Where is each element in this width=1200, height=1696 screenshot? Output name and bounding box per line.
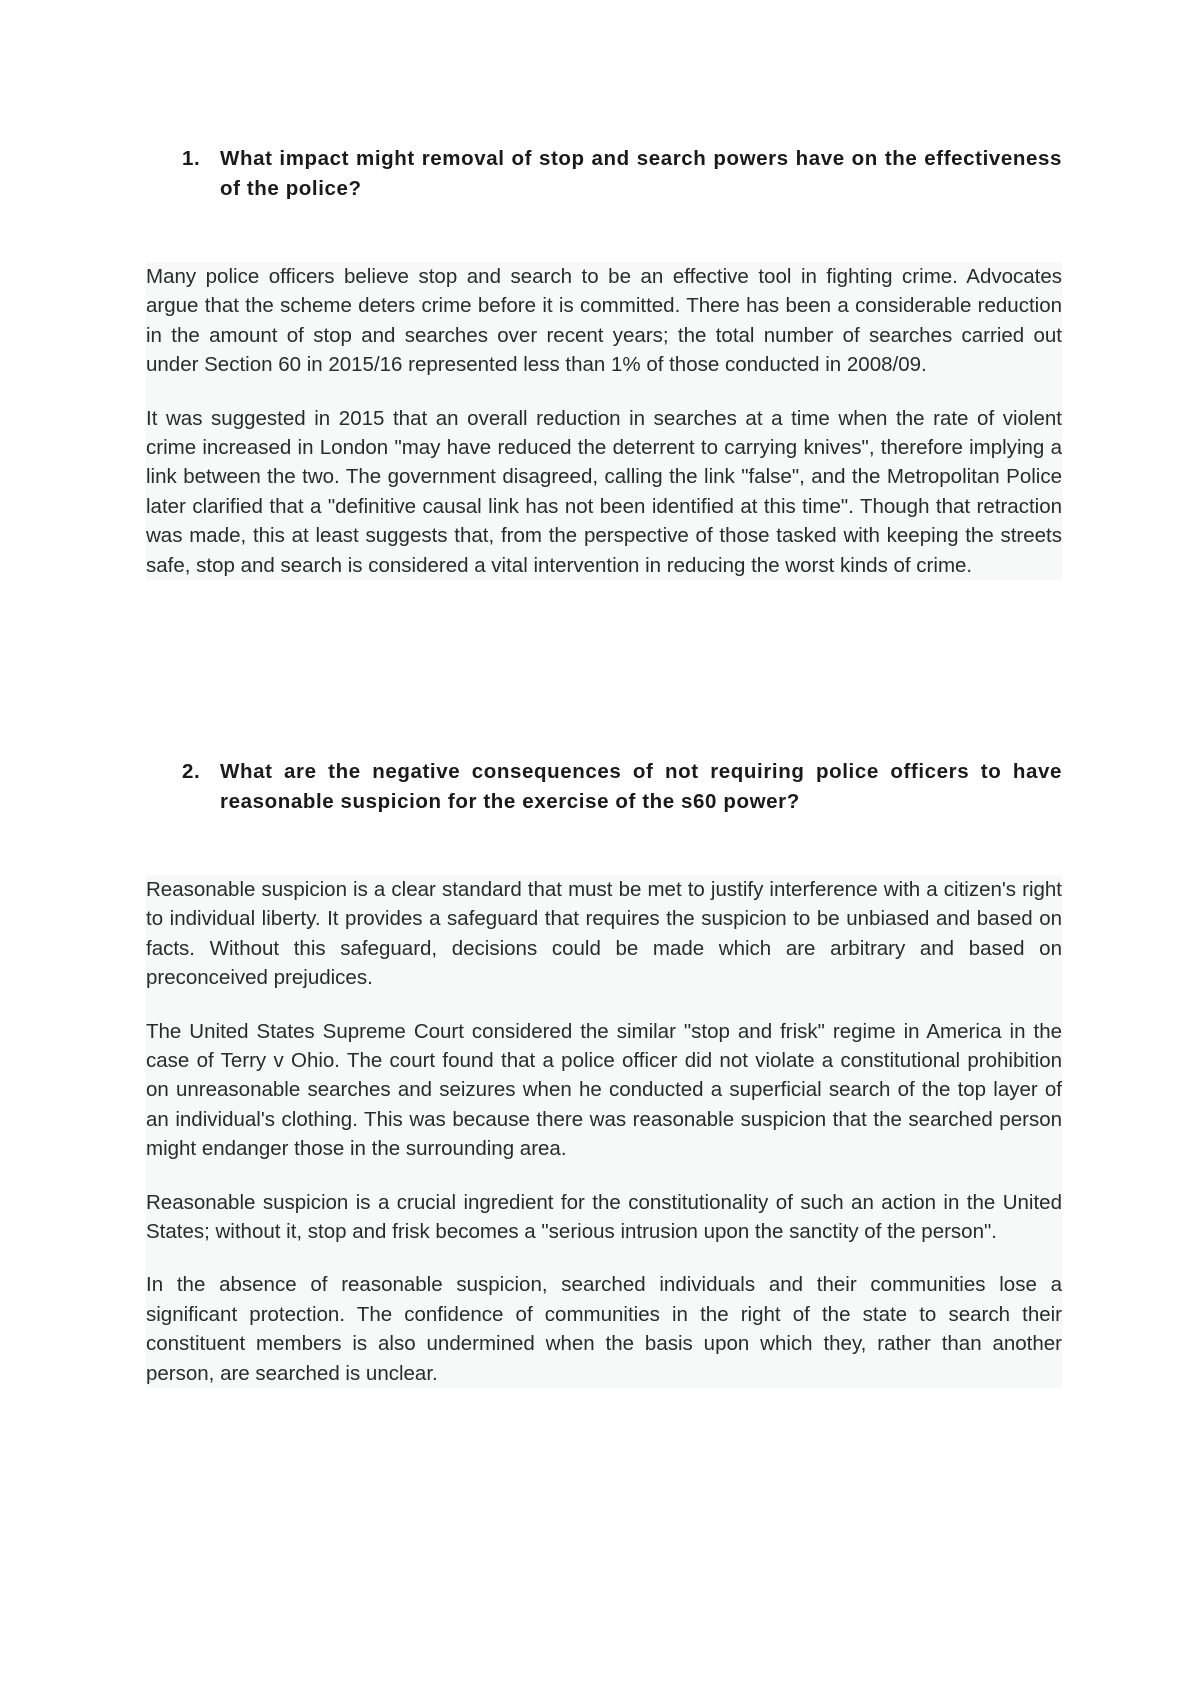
answer-paragraph: Many police officers believe stop and search to be an effective tool in fighting crime. Advocates argue that the scheme deters crime before it is committed. There has been a considerable reduction in the amount of stop and searches over recent years; the total number of searches carried out under Section 60 in 2015/16 represented less than 1% of those conducted in 2008/09.: [146, 265, 1062, 377]
section-1: [146, 144, 1062, 203]
question-number: 1.: [182, 147, 201, 170]
answer-block-2: [146, 875, 1062, 1388]
question-heading: [146, 757, 1062, 816]
question-text: What impact might removal of stop and search powers have on the effectiveness of the police?: [220, 147, 1062, 200]
question-text: What are the negative consequences of not requiring police officers to have reasonable suspicion for the exercise of the s60 power?: [220, 760, 1062, 813]
section-2: [146, 757, 1062, 816]
answer-paragraph: In the absence of reasonable suspicion, searched individuals and their communities lose a significant protection. The confidence of communities in the right of the state to search their constituent members is also undermined when the basis upon which they, rather than another person, are searched is unclear.: [146, 1273, 1062, 1385]
question-heading: [146, 144, 1062, 203]
answer-paragraph: Reasonable suspicion is a crucial ingredient for the constitutionality of such an action in the United States; without it, stop and frisk becomes a "serious intrusion upon the sanctity of the person".: [146, 1190, 1062, 1244]
answer-paragraph: It was suggested in 2015 that an overall reduction in searches at a time when the rate of violent crime increased in London "may have reduced the deterrent to carrying knives", therefore implying a link between the two. The government disagreed, calling the link "false", and the Metropolitan Police later clarified that a "definitive causal link has not been identified at this time". Though that retraction was made, this at least suggests that, from the perspective of those tasked with keeping the streets safe, stop and search is considered a vital intervention in reducing the worst kinds of crime.: [146, 406, 1062, 577]
answer-paragraph: Reasonable suspicion is a clear standard that must be met to justify interference with a citizen's right to individual liberty. It provides a safeguard that requires the suspicion to be unbiased and based on facts. Without this safeguard, decisions could be made which are arbitrary and based on preconceived prejudices.: [146, 878, 1062, 990]
question-number: 2.: [182, 760, 201, 783]
answer-block-1: [146, 262, 1062, 580]
answer-paragraph: The United States Supreme Court considered the similar "stop and frisk" regime in America in the case of Terry v Ohio. The court found that a police officer did not violate a constitutional prohibition on unreasonable searches and seizures when he conducted a superficial search of the top layer of an individual's clothing. This was because there was reasonable suspicion that the searched person might endanger those in the surrounding area.: [146, 1019, 1062, 1161]
